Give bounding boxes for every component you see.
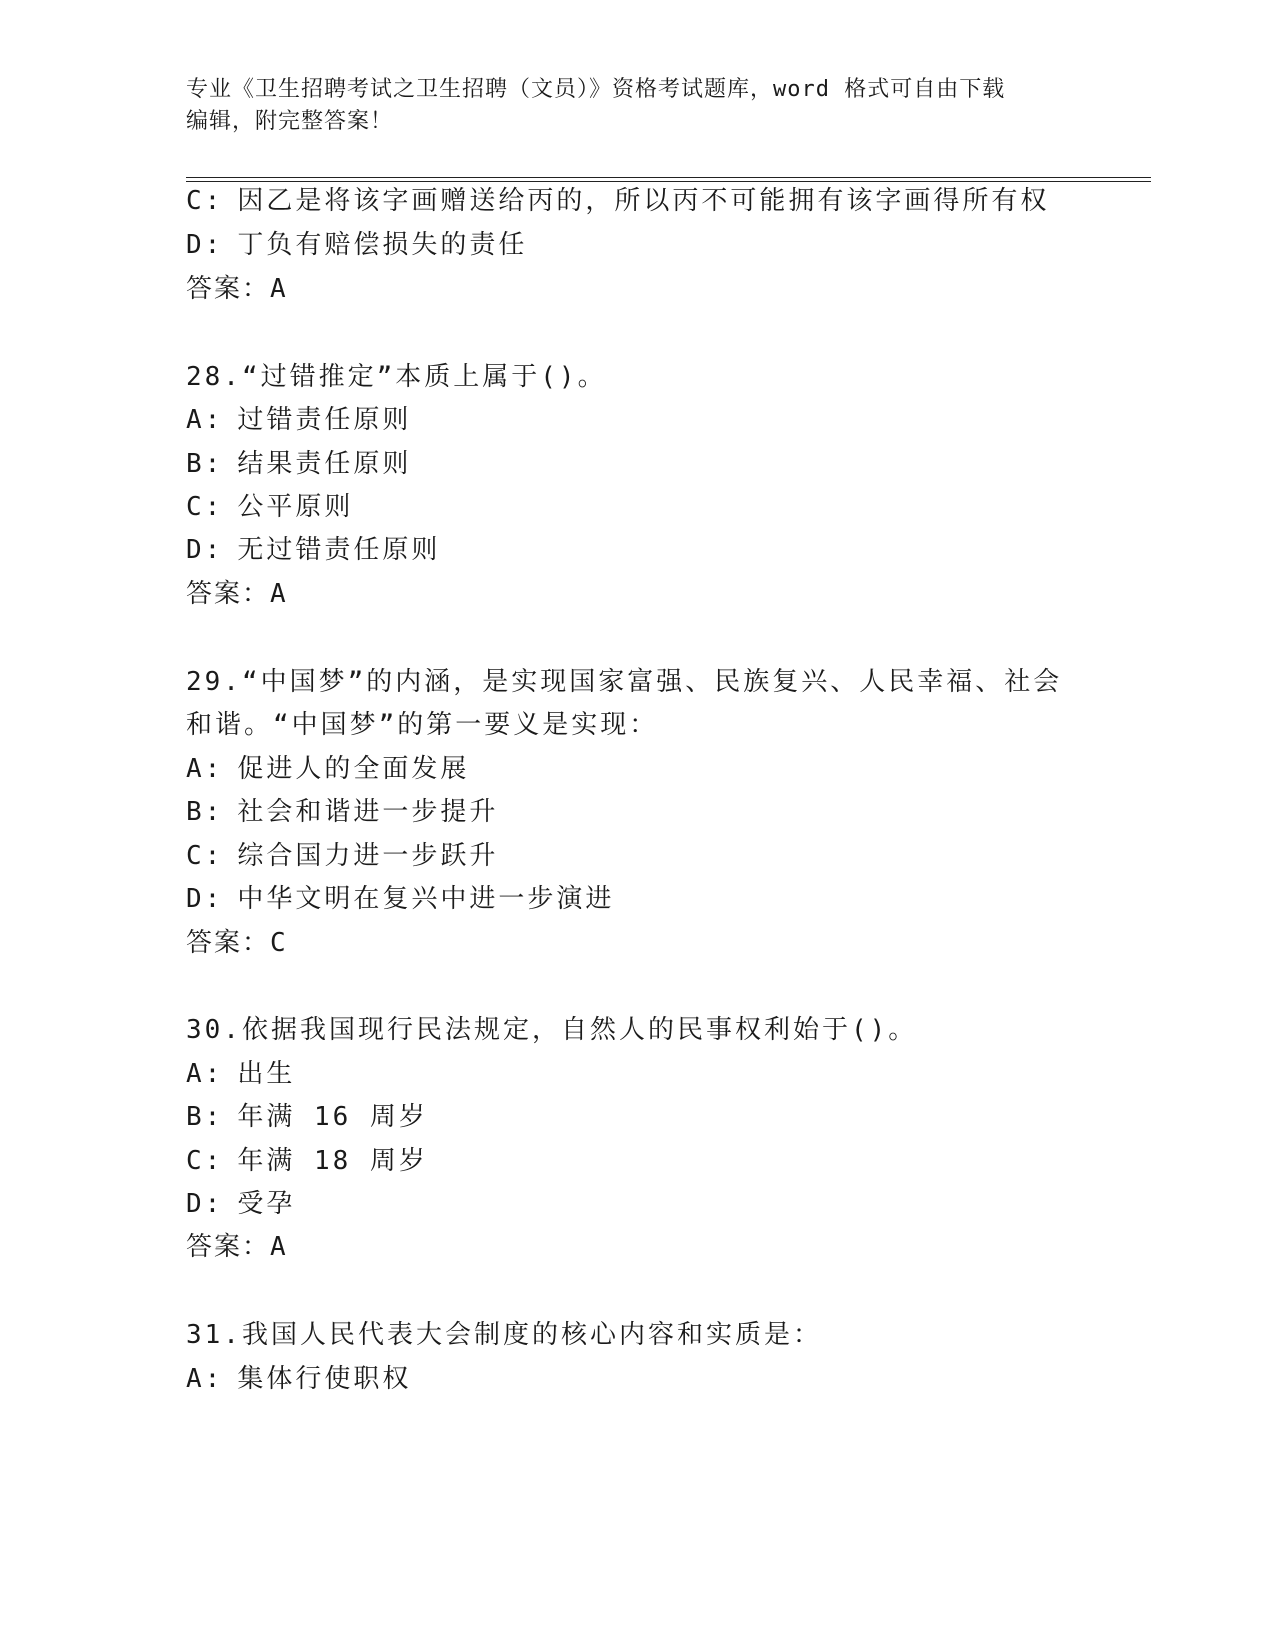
option-text: 集体行使职权 [237, 1364, 412, 1394]
question-stem-line: 28.“过错推定”本质上属于()。 [186, 362, 607, 392]
option-text: 结果责任原则 [237, 449, 412, 479]
option-label: C: [186, 492, 224, 522]
answer-value: C [270, 928, 288, 958]
option-label: C: [186, 841, 224, 871]
answer-value: A [270, 1232, 288, 1262]
question-stem-continued [186, 708, 658, 742]
option-label: A: [186, 405, 224, 435]
option-c [186, 839, 498, 873]
answer-label: 答案： [186, 579, 271, 609]
question-stem [186, 665, 1062, 699]
option-label: B: [186, 797, 224, 827]
option-label: D: [186, 535, 224, 565]
option-text: 综合国力进一步跃升 [237, 841, 499, 871]
option-text: 中华文明在复兴中进一步演进 [237, 884, 615, 914]
answer-line [186, 577, 288, 611]
option-text: 促进人的全面发展 [237, 754, 470, 784]
option-text: 社会和谐进一步提升 [237, 797, 499, 827]
answer-label: 答案： [186, 928, 271, 958]
answer-line [186, 926, 288, 960]
option-label: A: [186, 1059, 224, 1089]
option-b [186, 795, 498, 829]
question-stem [186, 360, 607, 394]
option-d [186, 533, 440, 567]
option-text: 无过错责任原则 [237, 535, 441, 565]
answer-label: 答案： [186, 274, 271, 304]
option-label: D: [186, 1189, 224, 1219]
option-a [186, 752, 469, 786]
answer-value: A [270, 579, 288, 609]
option-text: 公平原则 [237, 492, 354, 522]
option-label: D: [186, 230, 224, 260]
option-b [186, 447, 411, 481]
question-stem-line: 31.我国人民代表大会制度的核心内容和实质是： [186, 1320, 822, 1350]
option-text: 丁负有赔偿损失的责任 [237, 230, 528, 260]
option-label: B: [186, 449, 224, 479]
question-stem-line: 30.依据我国现行民法规定，自然人的民事权利始于()。 [186, 1015, 918, 1045]
option-text: 年满 18 周岁 [237, 1146, 428, 1176]
option-c [186, 184, 1049, 218]
question-stem [186, 1318, 822, 1352]
question-stem-line: 29.“中国梦”的内涵，是实现国家富强、民族复兴、人民幸福、社会 [186, 667, 1063, 697]
question-stem-line: 和谐。“中国梦”的第一要义是实现： [186, 710, 659, 740]
option-c [186, 1144, 428, 1178]
answer-label: 答案： [186, 1232, 271, 1262]
option-label: A: [186, 1364, 224, 1394]
header-line-2: 编辑，附完整答案！ [186, 109, 394, 134]
question-stem [186, 1013, 917, 1047]
option-d [186, 882, 614, 916]
header-divider [186, 177, 1151, 182]
option-c [186, 490, 353, 524]
option-b [186, 1100, 428, 1134]
option-label: A: [186, 754, 224, 784]
option-text: 因乙是将该字画赠送给丙的，所以丙不可能拥有该字画得所有权 [237, 186, 1050, 216]
option-text: 出生 [237, 1059, 296, 1089]
answer-value: A [270, 274, 288, 304]
header-line-1: 专业《卫生招聘考试之卫生招聘（文员）》资格考试题库，word 格式可自由下载 [186, 77, 1006, 102]
option-label: C: [186, 1146, 224, 1176]
option-a [186, 403, 411, 437]
option-d [186, 1187, 295, 1221]
option-label: C: [186, 186, 224, 216]
answer-line [186, 272, 288, 306]
option-a [186, 1057, 295, 1091]
answer-line [186, 1230, 288, 1264]
option-text: 过错责任原则 [237, 405, 412, 435]
option-d [186, 228, 527, 262]
option-label: D: [186, 884, 224, 914]
option-a [186, 1362, 411, 1396]
option-label: B: [186, 1102, 224, 1132]
option-text: 受孕 [237, 1189, 296, 1219]
option-text: 年满 16 周岁 [237, 1102, 428, 1132]
document-header [186, 74, 1086, 138]
